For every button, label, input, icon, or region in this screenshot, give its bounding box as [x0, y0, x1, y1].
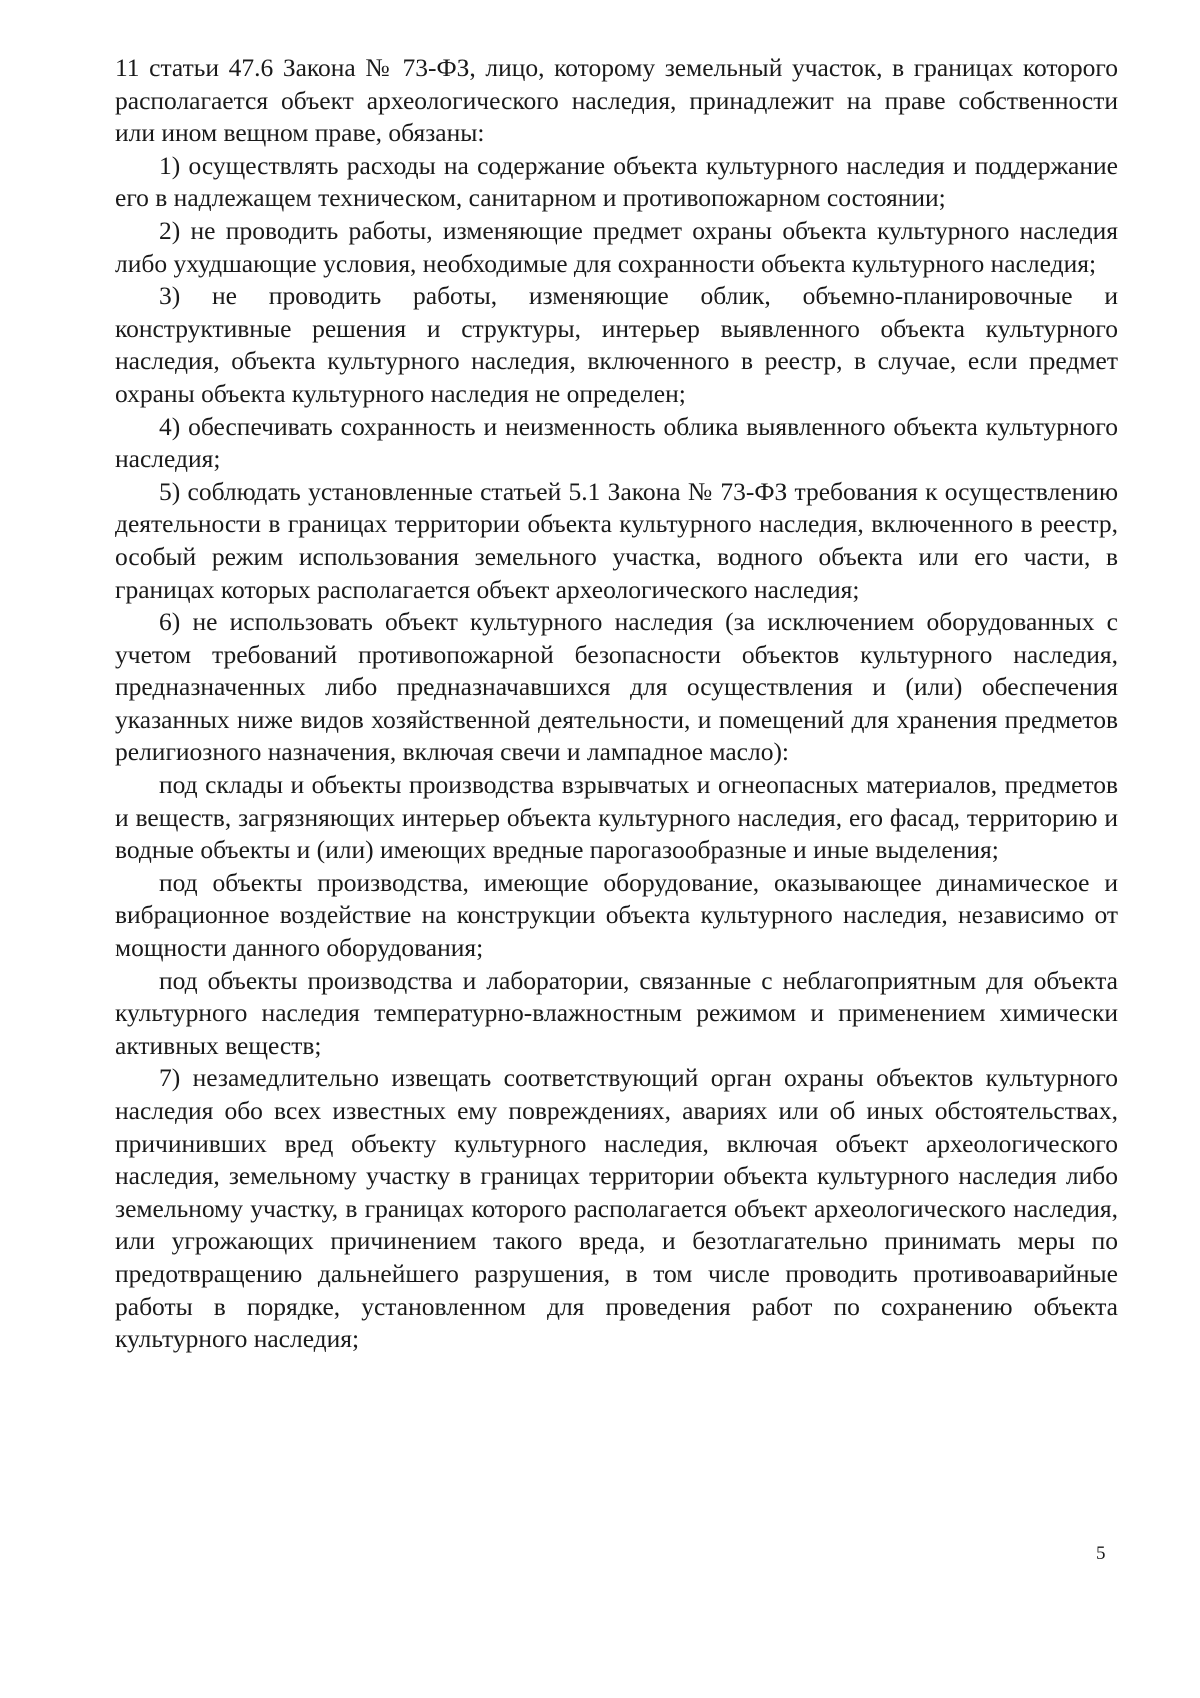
paragraph-item-4: 4) обеспечивать сохранность и неизменность облика выявленного объекта культурного наследия; [115, 411, 1118, 474]
paragraph-item-5: 5) соблюдать установленные статьей 5.1 Закона № 73-ФЗ требования к осуществлению деятельности в границах территории объекта культурного наследия, включенного в реестр, особый режим использования земельного участка, водного объекта или его части, в границах которых располагается объект археологического наследия; [115, 476, 1118, 604]
paragraph-item-2: 2) не проводить работы, изменяющие предмет охраны объекта культурного наследия либо ухудшающие условия, необходимые для сохранности объекта культурного наследия; [115, 215, 1118, 278]
paragraph-subitem-production: под объекты производства, имеющие оборудование, оказывающее динамическое и вибрационное воздействие на конструкции объекта культурного наследия, независимо от мощности данного оборудования; [115, 867, 1118, 963]
paragraph-subitem-warehouses: под склады и объекты производства взрывчатых и огнеопасных материалов, предметов и веществ, загрязняющих интерьер объекта культурного наследия, его фасад, территорию и водные объекты и (или) имеющих вредные парогазообразные и иные выделения; [115, 770, 1118, 865]
paragraph-continuation: 11 статьи 47.6 Закона № 73-ФЗ, лицо, которому земельный участок, в границах которого располагается объект археологического наследия, принадлежит на праве собственности или ином вещном праве, обязаны: [115, 53, 1118, 148]
paragraph-item-3: 3) не проводить работы, изменяющие облик, объемно-планировочные и конструктивные решения и структуры, интерьер выявленного объекта культурного наследия, объекта культурного наследия, включенного в реестр, в случае, если предмет охраны объекта культурного наследия не определен; [115, 281, 1118, 408]
paragraph-item-7: 7) незамедлительно извещать соответствующий орган охраны объектов культурного наследия обо всех известных ему повреждениях, авариях или об иных обстоятельствах, причинивших вред объекту культурного наследия, включая объект археологического наследия, земельному участку в границах территории объекта культурного наследия либо земельному участку, в границах которого располагается объект археологического наследия, или угрожающих причинением такого вреда, и безотлагательно принимать меры по предотвращению дальнейшего разрушения, в том числе проводить противоаварийные работы в порядке, установленном для проведения работ по сохранению объекта культурного наследия; [115, 1063, 1118, 1354]
paragraph-subitem-laboratories: под объекты производства и лаборатории, связанные с неблагоприятным для объекта культурного наследия температурно-влажностным режимом и применением химически активных веществ; [115, 965, 1118, 1060]
paragraph-item-6: 6) не использовать объект культурного наследия (за исключением оборудованных с учетом требований противопожарной безопасности объектов культурного наследия, предназначенных либо предназначавшихся для осуществления и (или) обеспечения указанных ниже видов хозяйственной деятельности, и помещений для хранения предметов религиозного назначения, включая свечи и лампадное масло): [115, 607, 1118, 767]
paragraph-item-1: 1) осуществлять расходы на содержание объекта культурного наследия и поддержание его в надлежащем техническом, санитарном и противопожарном состоянии; [115, 150, 1118, 213]
page-number: 5 [1096, 1543, 1106, 1564]
document-body [115, 52, 1118, 1356]
